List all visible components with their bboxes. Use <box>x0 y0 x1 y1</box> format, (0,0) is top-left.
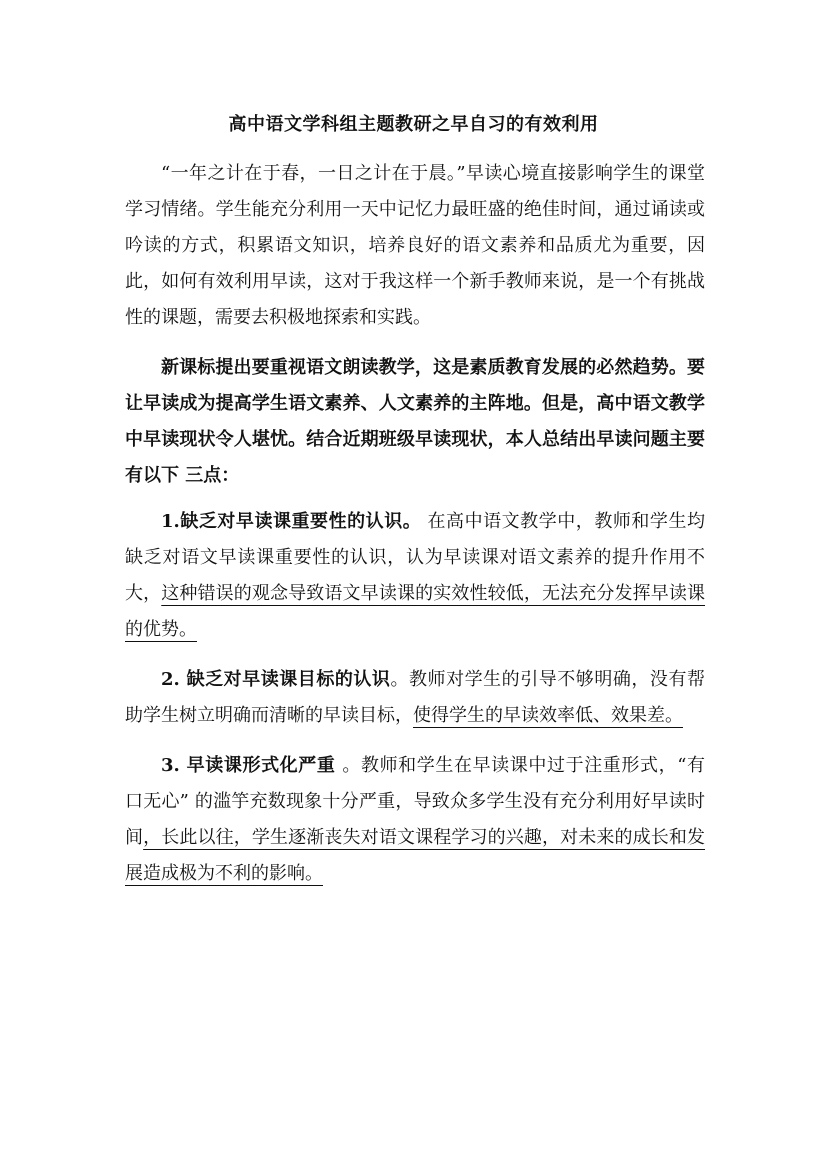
thesis-paragraph: 新课标提出要重视语文朗读教学，这是素质教育发展的必然趋势。要让早读成为提高学生语文素养、人文素养的主阵地。但是，高中语文教学中早读现状令人堪忧。结合近期班级早读现状，本人总结出早读问题主要有以下 三点： <box>125 357 705 486</box>
intro-paragraph: “一年之计在于春，一日之计在于晨。”早读心境直接影响学生的课堂学习情绪。学生能充分利用一天中记忆力最旺盛的绝佳时间，通过诵读或吟读的方式，积累语文知识，培养良好的语文素养和品质尤为重要，因此，如何有效利用早读，这对于我这样一个新手教师来说，是一个有挑战性的课题，需要去积极地探索和实践。 <box>125 163 705 328</box>
point-2-text: 。教师对学生的引导不够明确，没有帮助学生树立明确而清晰的早读目标， <box>125 669 706 726</box>
point-paragraph-2 <box>125 662 705 734</box>
document-title: 高中语文学科组主题教研之早自习的有效利用 <box>228 114 599 135</box>
point-2-heading: 2. 缺乏对早读课目标的认识 <box>161 669 391 690</box>
point-1-underlined-text: 这种错误的观念导致语文早读课的实效性较低，无法充分发挥早读课的优势。 <box>125 583 706 640</box>
point-3-text: 。教师和学生在早读课中过于注重形式，“有口无心” 的滥竽充数现象十分严重，导致众多学生没有充分利用好早读时间 <box>125 755 706 848</box>
point-paragraph-3 <box>125 748 705 892</box>
point-3-underlined-text: ，长此以往，学生逐渐丧失对语文课程学习的兴趣，对未来的成长和发展造成极为不利的影响。 <box>125 827 706 884</box>
point-2-underlined-text: 使得学生的早读效率低、效果差。 <box>413 705 683 726</box>
point-paragraph-1 <box>125 504 705 648</box>
point-3-heading: 3. 早读课形式化严重 <box>161 755 343 776</box>
document-body <box>125 156 705 906</box>
point-1-text: 在高中语文教学中，教师和学生均缺乏对语文早读课重要性的认识，认为早读课对语文素养的提升作用不大， <box>125 511 705 604</box>
point-1-heading: 1.缺乏对早读课重要性的认识。 <box>161 511 422 532</box>
